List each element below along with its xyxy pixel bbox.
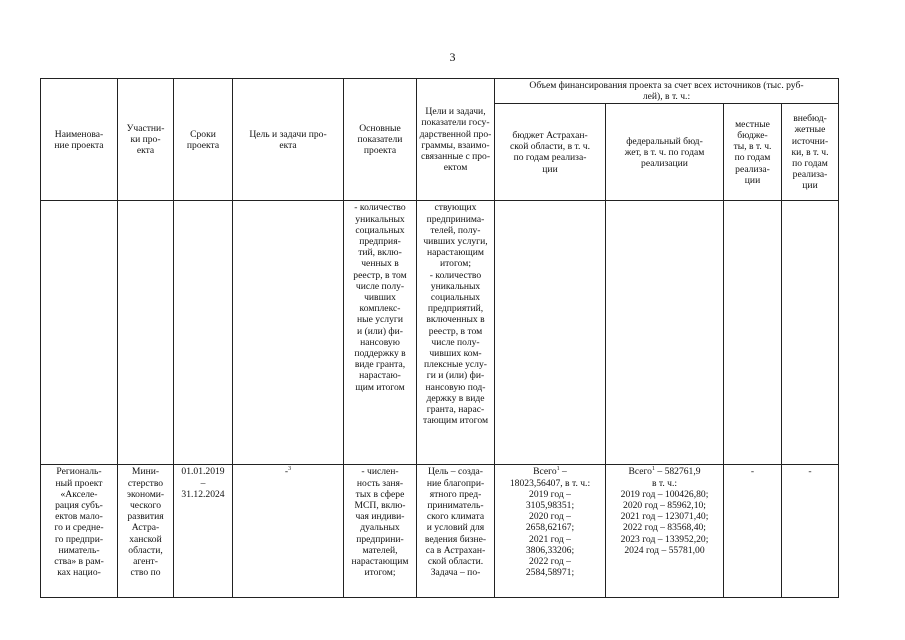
cell-goals: [233, 465, 344, 598]
header-goals: Цель и задачи про- екта: [233, 79, 344, 201]
footnote-mark: 1: [651, 466, 655, 473]
budget-values: – 582761,9 в т. ч.: 2019 год – 100426,80; 2020 год – 85962,10; 2021 год – 123071,40; 2022 год – 83568,40; 2023 год – 133952,20; 2024 год – 55781,00: [620, 466, 709, 556]
dash-text: -: [284, 466, 289, 478]
page-number: 3: [449, 50, 456, 64]
header-terms: Сроки проекта: [174, 79, 233, 201]
header-extrabudgetary: внебюд- жетные источни- ки, в т. ч. по годам реализа- ции: [782, 104, 839, 201]
cell-empty: [118, 201, 174, 465]
total-label: Всего: [533, 466, 557, 478]
header-regional-budget: бюджет Астрахан- ской области, в т. ч. по годам реализа- ции: [495, 104, 606, 201]
cell-regional-budget: [495, 465, 606, 598]
footnote-mark: 1: [556, 466, 560, 473]
header-federal-budget: федеральный бюд- жет, в т. ч. по годам реализации: [606, 104, 724, 201]
cell-empty: [174, 201, 233, 465]
cell-empty: [495, 201, 606, 465]
cell-local-budget: -: [724, 465, 782, 598]
total-label: Всего: [628, 466, 652, 478]
header-project-name: Наименова- ние проекта: [41, 79, 118, 201]
budget-values: – 18023,56407, в т. ч.: 2019 год – 3105,98351; 2020 год – 2658,62167; 2021 год – 3806,33206; 2022 год – 2584,58971;: [509, 466, 591, 579]
cell-extrabudgetary: -: [782, 465, 839, 598]
cell-project-name: Региональ- ный проект «Акселе- рация субъ- ектов мало- го и средне- го предпри- ниматель- ства» в рам- ках нацио-: [41, 465, 118, 598]
table-row: [41, 201, 839, 465]
footnote-mark: 3: [288, 466, 292, 473]
header-local-budget: местные бюдже- ты, в т. ч. по годам реализа- ции: [724, 104, 782, 201]
header-funding: Объем финансирования проекта за счет всех источников (тыс. руб- лей), в т. ч.:: [495, 79, 839, 104]
cell-empty: [233, 201, 344, 465]
cell-federal-budget: [606, 465, 724, 598]
table-row: [41, 465, 839, 598]
header-participants: Участни- ки про- екта: [118, 79, 174, 201]
cell-empty: [724, 201, 782, 465]
cell-indicators: - количество уникальных социальных предприя- тий, вклю- ченных в реестр, в том числе полу- чивших комплекс- ные услуги и (или) фи- нансовую поддержку в виде гранта, нарастаю- щим итогом: [344, 201, 417, 465]
cell-program-goals: Цель – созда- ние благопри- ятного пред- приниматель- ского климата и условий для ведения бизне- са в Астрахан- ской области. Задача – по-: [417, 465, 495, 598]
cell-participants: Мини- стерство экономи- ческого развития Астра- ханской области, агент- ство по: [118, 465, 174, 598]
cell-empty: [41, 201, 118, 465]
cell-empty: [782, 201, 839, 465]
cell-empty: [606, 201, 724, 465]
project-table: [40, 78, 839, 598]
cell-terms: 01.01.2019 – 31.12.2024: [174, 465, 233, 598]
header-indicators: Основные показатели проекта: [344, 79, 417, 201]
header-program-goals: Цели и задачи, показатели госу- дарственной про- граммы, взаимо- связанные с про- ектом: [417, 79, 495, 201]
cell-program-goals: ствующих предпринима- телей, полу- чивших услуги, нарастающим итогом; - количество уникальных социальных предприятий, включенных в реестр, в том числе полу- чивших ком- плексные услу- ги и (или) фи- нансовую под- держку в виде гранта, нарас- тающим итогом: [417, 201, 495, 465]
cell-indicators: - числен- ность заня- тых в сфере МСП, вклю- чая индиви- дуальных предприни- мателей, нарастающим итогом;: [344, 465, 417, 598]
